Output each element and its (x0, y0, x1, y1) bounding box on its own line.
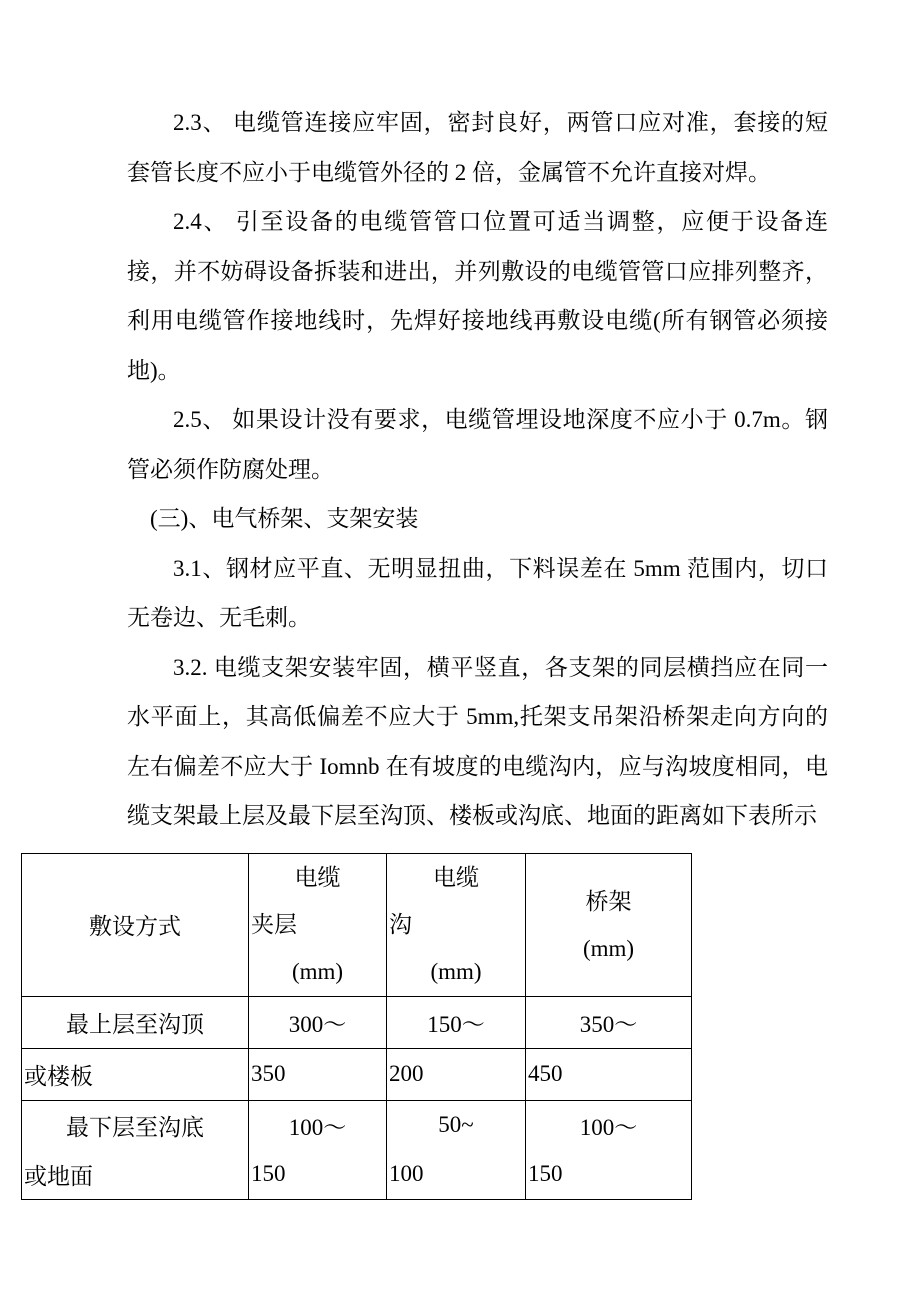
cell-bottom-layer-trench-line2: 100 (387, 1150, 526, 1200)
cell-top-layer-label-line2: 或楼板 (22, 1048, 249, 1100)
table-row-top-layer-line1 (22, 996, 692, 1048)
table-row-top-layer-line2 (22, 1048, 692, 1100)
header-interlayer-line3: (mm) (291, 959, 344, 984)
header-bridge-line2: (mm) (582, 935, 635, 961)
table-header-row (22, 853, 692, 996)
cell-bottom-layer-interlayer-line1: 100～ (249, 1100, 387, 1150)
clearance-distance-table (21, 853, 692, 1200)
cell-bottom-layer-label-line1: 最下层至沟底 (22, 1100, 249, 1150)
header-cell-bridge (526, 853, 692, 996)
paragraph-2-3: 2.3、 电缆管连接应牢固，密封良好，两管口应对准，套接的短套管长度不应小于电缆管外径的 2 倍，金属管不允许直接对焊。 (127, 110, 828, 185)
table-row-bottom-layer-line2 (22, 1150, 692, 1200)
header-cell-cable-interlayer (249, 853, 387, 996)
cell-top-layer-trench-line2: 200 (387, 1048, 526, 1100)
paragraph-3-1: 3.1、钢材应平直、无明显扭曲，下料误差在 5mm 范围内，切口无卷边、无毛刺。 (127, 555, 828, 630)
section-heading-bracket-three: (三)、电气桥架、支架安装 (150, 506, 419, 531)
paragraph-2-4: 2.4、 引至设备的电缆管管口位置可适当调整，应便于设备连接，并不妨碍设备拆装和进出，并列敷设的电缆管管口应排列整齐，利用电缆管作接地线时，先焊好接地线再敷设电缆(所有钢管必须接地)。 (127, 209, 828, 383)
cell-bottom-layer-label-line2: 或地面 (22, 1150, 249, 1200)
header-method-label: 敷设方式 (89, 914, 181, 939)
header-trench-line3: (mm) (430, 959, 482, 984)
cell-top-layer-interlayer-line1: 300～ (249, 996, 387, 1048)
header-interlayer-line2: 夹层 (251, 912, 297, 937)
header-trench-line1: 电缆 (433, 865, 479, 890)
cell-bottom-layer-interlayer-line2: 150 (249, 1150, 387, 1200)
paragraph-2-5: 2.5、 如果设计没有要求，电缆管埋设地深度不应小于 0.7m。钢管必须作防腐处理。 (127, 407, 828, 482)
header-trench-line2: 沟 (389, 912, 412, 937)
header-bridge-line1: 桥架 (585, 888, 632, 914)
paragraph-3-2: 3.2. 电缆支架安装牢固，横平竖直，各支架的同层横挡应在同一水平面上，其高低偏差不应大于 5mm,托架支吊架沿桥架走向方向的左右偏差不应大于 Iomnb 在有坡度的电缆沟内，应与沟坡度相同，电缆支架最上层及最下层至沟顶、楼板或沟底、地面的距离如下表所示 (127, 654, 828, 828)
header-cell-method (22, 853, 249, 996)
cell-top-layer-trench-line1: 150～ (387, 996, 526, 1048)
cell-bottom-layer-bridge-line1: 100～ (526, 1100, 692, 1150)
cell-top-layer-bridge-line1: 350～ (526, 996, 692, 1048)
header-interlayer-line1: 电缆 (294, 865, 341, 890)
cell-top-layer-label-line1: 最上层至沟顶 (22, 996, 249, 1048)
header-cell-cable-trench (387, 853, 526, 996)
cell-bottom-layer-bridge-line2: 150 (526, 1150, 692, 1200)
cell-top-layer-interlayer-line2: 350 (249, 1048, 387, 1100)
cell-top-layer-bridge-line2: 450 (526, 1048, 692, 1100)
cell-bottom-layer-trench-line1: 50~ (387, 1100, 526, 1150)
table-row-bottom-layer-line1 (22, 1100, 692, 1150)
